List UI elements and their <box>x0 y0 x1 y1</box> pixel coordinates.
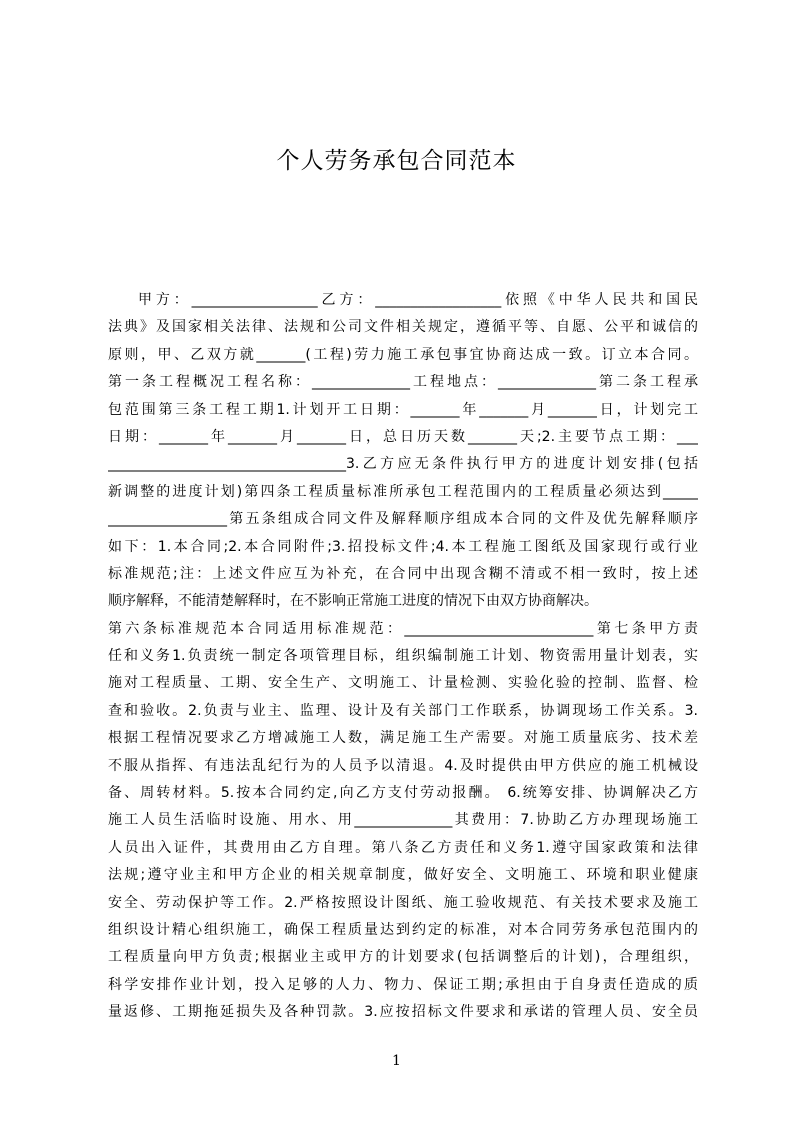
body-line: 科学安排作业计划，投入足够的人力、物力、保证工期;承担由于自身责任造成的质 <box>108 976 698 993</box>
body-line: 工程质量向甲方负责;根据业主或甲方的计划要求(包括调整后的计划)，合理组织， <box>108 949 698 966</box>
body-line: 不服从指挥、有违法乱纪行为的人员予以清退。4.及时提供由甲方供应的施工机械设 <box>108 757 698 774</box>
body-line: 查和验收。2.负责与业主、监理、设计及有关部门工作联系，协调现场工作关系。3. <box>108 702 698 719</box>
body-line: 备、周转材料。5.按本合同约定,向乙方支付劳动报酬。 6.统筹安排、协调解决乙方 <box>108 785 698 802</box>
body-line: 第一条工程概况工程名称：______________工程地点：______________第二条工程承 <box>108 374 698 391</box>
body-line: _________________第五条组成合同文件及解释顺序组成本合同的文件及优先解释顺序 <box>108 511 698 528</box>
body-line: 施工人员生活临时设施、用水、用______________其费用：7.协助乙方办理现场施工 <box>108 812 698 829</box>
body-line: 组织设计精心组织施工，确保工程质量达到约定的标准，对本合同劳务承包范围内的 <box>108 921 698 938</box>
body-line: 任和义务1.负责统一制定各项管理目标，组织编制施工计划、物资需用量计划表，实 <box>108 648 698 665</box>
body-line: 甲方：__________________乙方：__________________依照《中华人民共和国民 <box>138 292 698 308</box>
body-line: 第六条标准规范本合同适用标准规范：___________________________第七条甲方责 <box>108 620 698 637</box>
body-line: 安全、劳动保护等工作。2.严格按照设计图纸、施工验收规范、有关技术要求及施工 <box>108 894 698 911</box>
body-line: 顺序解释，不能清楚解释时，在不影响正常施工进度的情况下由双方协商解决。 <box>108 593 598 610</box>
body-line: 根据工程情况要求乙方增减施工人数，满足施工生产需要。对施工质量底劣、技术差 <box>108 730 698 747</box>
body-line: __________________________________3.乙方应无条件执行甲方的进度计划安排(包括 <box>108 456 698 473</box>
document-title: 个人劳务承包合同范本 <box>276 148 517 174</box>
body-line: 如下：1.本合同;2.本合同附件;3.招投标文件;4.本工程施工图纸及国家现行或行业 <box>108 538 698 555</box>
body-line: 标准规范;注：上述文件应互为补充，在合同中出现含糊不清或不相一致时，按上述 <box>108 565 698 582</box>
body-line: 原则，甲、乙双方就_______(工程)劳力施工承包事宜协商达成一致。订立本合同。 <box>108 346 698 363</box>
page-number: 1 <box>392 1053 401 1069</box>
body-line: 法规;遵守业主和甲方企业的相关规章制度，做好安全、文明施工、环境和职业健康 <box>108 867 698 884</box>
body-line: 人员出入证件，其费用由乙方自理。第八条乙方责任和义务1.遵守国家政策和法律 <box>108 839 698 856</box>
body-line: 施对工程质量、工期、安全生产、文明施工、计量检测、实验化验的控制、监督、检 <box>108 675 698 692</box>
contract-body <box>108 287 698 1027</box>
body-line: 日期：_______年_______月_______日，总日历天数_______天;2.主要节点工期：___ <box>108 428 698 445</box>
body-line: 量返修、工期拖延损失及各种罚款。3.应按招标文件要求和承诺的管理人员、安全员 <box>108 1004 698 1021</box>
body-line: 新调整的进度计划)第四条工程质量标准所承包工程范围内的工程质量必须达到_____ <box>108 483 698 500</box>
body-line: 包范围第三条工程工期1.计划开工日期：_______年_______月_______日，计划完工 <box>108 401 698 418</box>
body-line: 法典》及国家相关法律、法规和公司文件相关规定，遵循平等、自愿、公平和诚信的 <box>108 319 698 336</box>
